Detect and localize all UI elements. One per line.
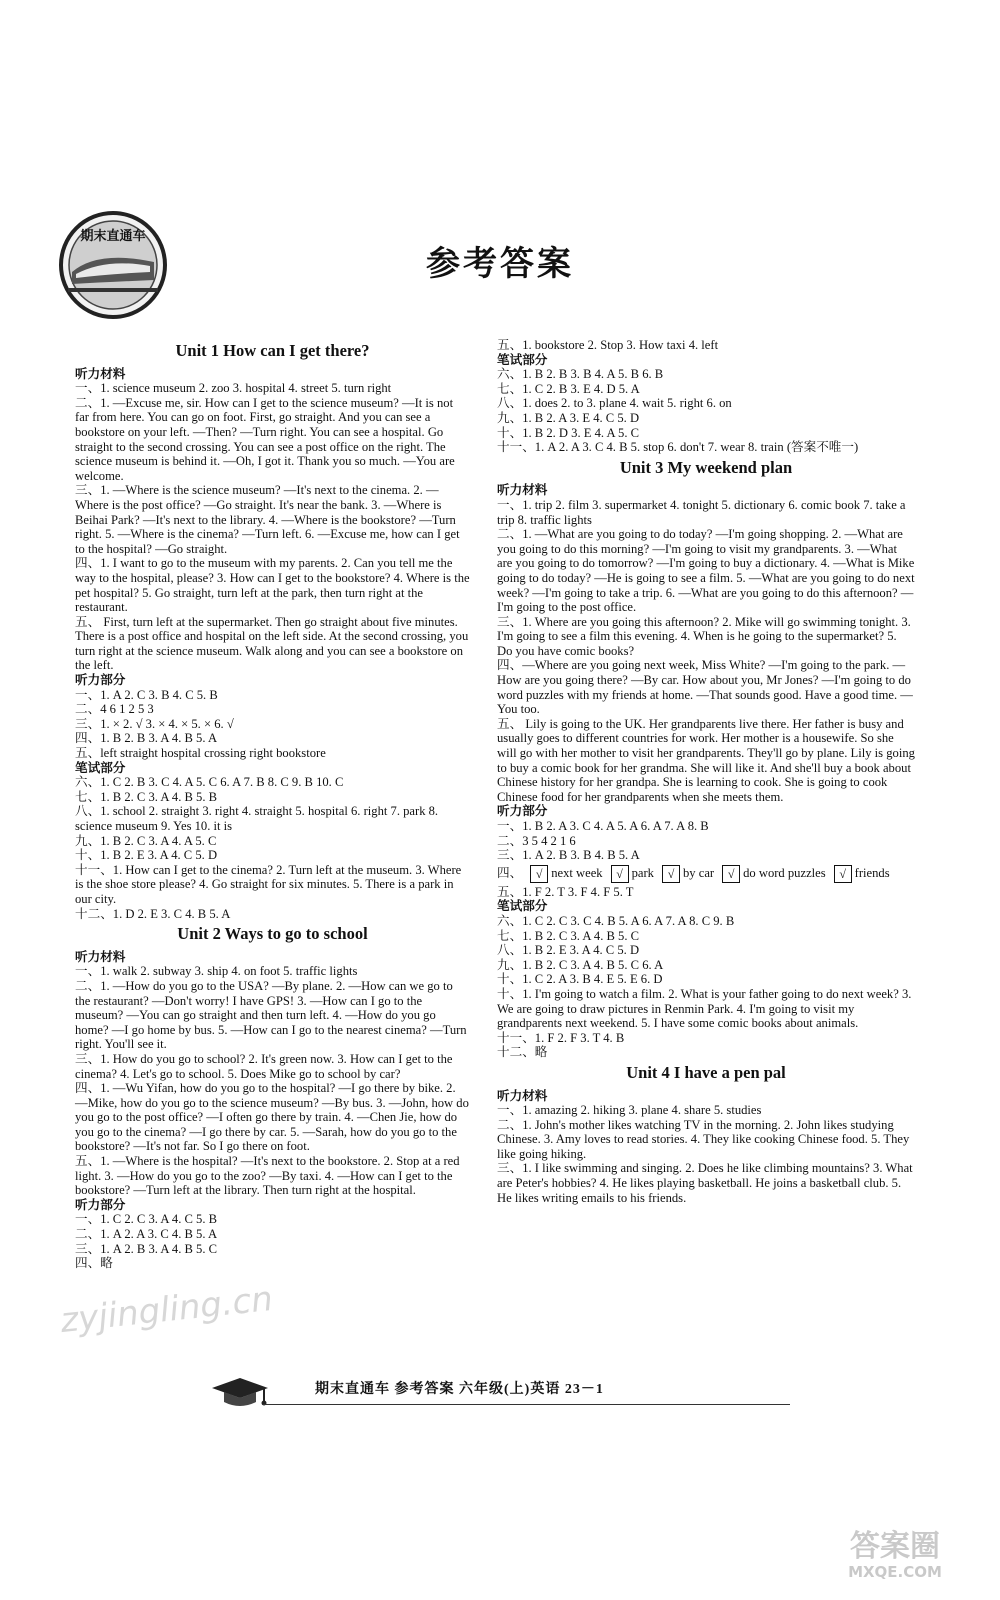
section-heading: 听力部分	[75, 673, 126, 688]
checkmark-box-icon: √	[722, 865, 740, 883]
answer-line: 九、1. B 2. C 3. A 4. A 5. C	[75, 833, 217, 848]
answer-line: 三、1. Where are you going this afternoon? 2. Mike will go swimming tonight. 3. I'm going to see a film this evening. 4. When is he going to the supermarket? 5. Do you have comic books?	[497, 614, 911, 658]
answer-line: 四、1. B 2. B 3. A 4. B 5. A	[75, 731, 218, 746]
answer-line: 九、1. B 2. C 3. A 4. B 5. C 6. A	[497, 957, 664, 972]
answer-line: 十二、略	[497, 1045, 548, 1060]
answer-line: 八、1. B 2. E 3. A 4. C 5. D	[497, 943, 640, 958]
watermark: zyjingling.cn	[58, 1278, 275, 1342]
section-heading: 听力材料	[497, 1088, 548, 1103]
answer-line: 四、1. —Wu Yifan, how do you go to the hospital? —I go there by bike. 2. —Mike, how do you go to the science museum? —By bus. 3. —John, how do you go to the post office? —I often go there by train. 4. —Chen Jie, how do you go to the cinema? —I go there by car. 5. —Sarah, how do you go to the bookstore? —It's not far. So I go there on foot.	[75, 1081, 469, 1154]
footer-divider	[262, 1404, 790, 1405]
answer-line: 八、1. school 2. straight 3. right 4. straight 5. hospital 6. right 7. park 8. science museum 9. Yes 10. it is	[75, 804, 439, 833]
answer-line: 十一、1. How can I get to the cinema? 2. Turn left at the museum. 3. Where is the shoe store please? 4. Go straight for six minutes. 5. There is a park in our city.	[75, 862, 462, 906]
answer-line: 二、1. —What are you going to do today? —I'm going shopping. 2. —What are you going to do this morning? —I'm going to visit my grandparents. 3. —What are you going to do tomorrow? —I'm going to buy a dictionary. 4. —What is Mike going to do today? —He is going to see a film. 5. —What are you going to do next week? —I'm going to take a trip. 6. —What are you going to do this afternoon? —I'm going to the post office.	[497, 527, 915, 615]
answer-line: 一、1. science museum 2. zoo 3. hospital 4. street 5. turn right	[75, 381, 392, 396]
unit-heading: Unit 4 I have a pen pal	[626, 1062, 786, 1082]
unit-heading: Unit 2 Ways to go to school	[177, 924, 368, 944]
answer-line: 十二、1. D 2. E 3. C 4. B 5. A	[75, 906, 231, 921]
answer-line: 七、1. C 2. B 3. E 4. D 5. A	[497, 381, 640, 396]
answer-line: 二、1. —How do you go to the USA? —By plane. 2. —How can we go to the restaurant? —Don't worry! I have GPS! 3. —How can I go to the museum? —You can go straight and then turn left. 4. —How do you go home? —I go home by bus. 5. —How can I go to the nearest cinema? —Turn right. You'll see it.	[75, 978, 467, 1052]
section-heading: 听力材料	[75, 949, 126, 964]
answer-line: 一、1. C 2. C 3. A 4. C 5. B	[75, 1212, 218, 1227]
logo-text: 期末直通车	[80, 229, 146, 244]
answer-line: 十、1. I'm going to watch a film. 2. What is your father going to do next week? 3. We are going to draw pictures in Renmin Park. 4. I'm going to visit my grandparents next weekend. 5. I have some comic books about animals.	[497, 986, 912, 1031]
answer-line: 三、1. × 2. √ 3. × 4. × 5. × 6. √	[75, 716, 234, 731]
unit-heading: Unit 3 My weekend plan	[619, 457, 793, 477]
section-heading: 笔试部分	[75, 760, 126, 775]
section-heading: 笔试部分	[497, 899, 548, 914]
answer-line: 六、1. C 2. C 3. C 4. B 5. A 6. A 7. A 8. C 9. B	[497, 913, 735, 928]
graduation-cap-icon	[210, 1376, 270, 1410]
footer	[210, 1376, 790, 1416]
answer-line: 二、3 5 4 2 1 6	[497, 833, 576, 848]
answer-line: 十、1. B 2. E 3. A 4. C 5. D	[75, 848, 218, 863]
answer-line: 一、1. A 2. C 3. B 4. C 5. B	[75, 687, 218, 702]
section-heading: 听力材料	[75, 366, 126, 381]
checked-option	[611, 865, 654, 883]
option-label: next week	[551, 865, 603, 880]
answer-line: 四、—Where are you going next week, Miss White? —I'm going to the park. —How are you going there? —By car. How about you, Mr Jones? —I'm going to do word puzzles with my friends at home. —That sounds good. Have a good time. —You too.	[497, 658, 913, 717]
answer-line: 四、略	[75, 1256, 113, 1271]
answer-line: 二、1. —Excuse me, sir. How can I get to the science museum? —It is not far from here. You can go on foot. First, go straight. And you can see a bookstore on your left. —Then? —Turn right. You can see a hospital. Go straight to the second crossing. You can see a post office on the right. The science museum is behind it. —Oh, I got it. Thank you so much. —You are welcome.	[75, 395, 455, 483]
site-stamp	[810, 1522, 980, 1582]
answer-line: 七、1. B 2. C 3. A 4. B 5. C	[497, 928, 640, 943]
answer-line: 六、1. C 2. B 3. C 4. A 5. C 6. A 7. B 8. C 9. B 10. C	[75, 775, 344, 790]
answer-line: 十、1. C 2. A 3. B 4. E 5. E 6. D	[497, 972, 663, 987]
answer-line: 十一、1. A 2. A 3. C 4. B 5. stop 6. don't 7. wear 8. train (答案不唯一)	[497, 440, 859, 455]
footer-text: 期末直通车 参考答案 六年级(上)英语 23－1	[315, 1382, 604, 1397]
answer-line: 一、1. trip 2. film 3. supermarket 4. tonight 5. dictionary 6. comic book 7. take a trip 8. traffic lights	[497, 497, 906, 527]
checkbox-answer-row	[497, 865, 915, 883]
answer-line: 五、left straight hospital crossing right bookstore	[75, 746, 326, 761]
answer-line: 五、1. —Where is the hospital? —It's next to the bookstore. 2. Stop at a red light. 3. —How do you go to the zoo? —By taxi. 4. —How can I get to the bookstore? —Turn left at the library. Then turn right at the hospital.	[75, 1154, 460, 1198]
answer-line: 六、1. B 2. B 3. B 4. A 5. B 6. B	[497, 367, 664, 382]
answer-line: 十一、1. F 2. F 3. T 4. B	[497, 1030, 625, 1045]
answer-line: 四、1. I want to go to the museum with my parents. 2. Can you tell me the way to the hospital, please? 3. How can I get to the bookstore? 4. Where is the pet hospital? 5. Go straight, turn left at the park, then turn right at the restaurant.	[75, 556, 470, 615]
question-number: 四、	[497, 866, 523, 881]
answer-line: 二、4 6 1 2 5 3	[75, 702, 154, 717]
answer-line: 三、1. —Where is the science museum? —It's next to the cinema. 2. —Where is the post office? —Go straight. It's near the bank. 3. —Where is Beihai Park? —It's next to the library. 4. —Where is the bookstore? —Turn right. 5. —Where is the cinema? —Turn left. 6. —Excuse me, how can I get to the hospital? —Go straight.	[75, 483, 460, 556]
answer-column-left	[75, 338, 470, 1271]
answer-line: 五、1. bookstore 2. Stop 3. How taxi 4. left	[497, 338, 719, 352]
answer-line: 三、1. How do you go to school? 2. It's green now. 3. How can I get to the cinema? 4. Let's go to school. 5. Does Mike go to school by car?	[75, 1051, 453, 1081]
checked-option	[662, 865, 714, 883]
answer-line: 五、1. F 2. T 3. F 4. F 5. T	[497, 884, 634, 899]
answer-line: 三、1. I like swimming and singing. 2. Does he like climbing mountains? 3. What are Peter's hobbies? 4. He likes playing basketball. He joins a basketball club. 5. He likes writing emails to his friends.	[497, 1161, 913, 1205]
checked-option	[834, 865, 890, 883]
option-label: by car	[682, 865, 715, 880]
checked-option	[722, 865, 826, 883]
answer-line: 五、 First, turn left at the supermarket. Then go straight about five minutes. There is a post office and hospital on the left side. At the second crossing, you turn right at the science museum. Walk along and you can see a bookstore on the left.	[75, 614, 469, 673]
checkmark-box-icon: √	[611, 865, 629, 883]
answer-line: 十、1. B 2. D 3. E 4. A 5. C	[497, 425, 640, 440]
unit-heading: Unit 1 How can I get there?	[175, 341, 370, 360]
answer-line: 二、1. John's mother likes watching TV in the morning. 2. John likes studying Chinese. 3. Amy loves to read stories. 4. They like cooking Chinese food. 5. They like going hiking.	[497, 1117, 910, 1161]
answer-line: 八、1. does 2. to 3. plane 4. wait 5. right 6. on	[497, 396, 732, 411]
section-heading: 听力材料	[497, 483, 548, 498]
answer-line: 五、 Lily is going to the UK. Her grandparents live there. Her father is busy and usually goes to different countries for work. Her mother is a housewife. So she will go with her mother to visit her grandparents. They'll go by plane. Lily is going to buy a comic book for her grandma. She will like it. And she'll buy a book about Chinese history for her grandpa. She is learning to cook. She is going to cook Chinese food for her grandparents when she meets them.	[497, 716, 915, 804]
answer-line: 一、1. walk 2. subway 3. ship 4. on foot 5. traffic lights	[75, 964, 358, 979]
section-heading: 听力部分	[497, 804, 548, 819]
checked-option	[530, 865, 602, 883]
option-label: friends	[854, 865, 890, 880]
checkmark-box-icon: √	[662, 865, 680, 883]
page-title: 参考答案	[426, 246, 574, 283]
answer-line: 一、1. amazing 2. hiking 3. plane 4. share 5. studies	[497, 1103, 762, 1118]
option-label: do word puzzles	[743, 865, 826, 880]
checkmark-box-icon: √	[834, 865, 852, 883]
answer-line: 七、1. B 2. C 3. A 4. B 5. B	[75, 789, 218, 804]
answer-line: 三、1. A 2. B 3. A 4. B 5. C	[75, 1241, 218, 1256]
answer-line: 九、1. B 2. A 3. E 4. C 5. D	[497, 410, 640, 425]
answer-line: 二、1. A 2. A 3. C 4. B 5. A	[75, 1227, 218, 1242]
stamp-text: 答案圈	[850, 1529, 940, 1564]
answer-line: 三、1. A 2. B 3. B 4. B 5. A	[497, 848, 640, 863]
stamp-subtext: MXQE.COM	[848, 1563, 942, 1581]
option-label: park	[631, 865, 654, 880]
section-heading: 笔试部分	[497, 352, 548, 367]
checkmark-box-icon: √	[530, 865, 548, 883]
answer-line: 一、1. B 2. A 3. C 4. A 5. A 6. A 7. A 8. B	[497, 819, 709, 833]
section-heading: 听力部分	[75, 1197, 126, 1212]
answer-column-right	[497, 338, 915, 1205]
